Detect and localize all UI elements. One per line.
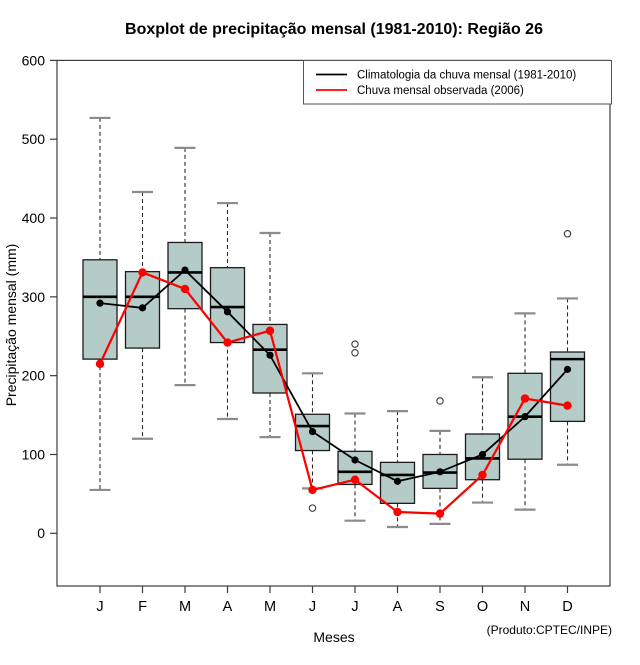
climatology-point — [394, 478, 401, 485]
x-tick-label: N — [519, 599, 531, 615]
x-tick-label: M — [263, 599, 277, 615]
y-tick-label: 400 — [21, 209, 45, 226]
y-axis-label: Precipitação mensal (mm) — [3, 243, 19, 407]
climatology-point — [521, 413, 528, 420]
observed-point — [563, 401, 571, 409]
observed-point — [478, 471, 486, 479]
observed-point — [436, 509, 444, 517]
observed-point — [266, 327, 274, 335]
box — [83, 260, 117, 359]
x-tick-label: A — [392, 599, 403, 615]
x-tick-label: J — [96, 599, 104, 615]
y-tick-label: 0 — [37, 525, 45, 542]
observed-point — [393, 508, 401, 516]
observed-point — [351, 476, 359, 484]
x-tick-label: A — [222, 599, 233, 615]
x-tick-label: D — [562, 599, 573, 615]
x-axis-label: Meses — [313, 629, 355, 645]
outlier-point — [564, 231, 570, 237]
x-tick-label: F — [138, 599, 147, 615]
climatology-point — [266, 352, 273, 359]
legend-label-observed: Chuva mensal observada (2006) — [357, 85, 524, 97]
x-tick-label: O — [476, 599, 489, 615]
y-tick-label: 200 — [21, 367, 45, 384]
y-tick-label: 600 — [21, 52, 45, 69]
y-tick-label: 300 — [21, 288, 45, 305]
x-tick-label: J — [351, 599, 359, 615]
outlier-point — [437, 398, 443, 404]
observed-point — [96, 360, 104, 368]
climatology-point — [224, 308, 231, 315]
climatology-point — [479, 451, 486, 458]
climatology-point — [436, 468, 443, 475]
climatology-point — [351, 456, 358, 463]
observed-point — [308, 486, 316, 494]
observed-point — [138, 268, 146, 276]
x-tick-label: S — [435, 599, 445, 615]
x-tick-label: J — [308, 599, 317, 615]
climatology-point — [564, 366, 571, 373]
box — [211, 268, 245, 343]
observed-point — [181, 285, 189, 293]
legend-label-climatology: Climatologia da chuva mensal (1981-2010) — [357, 69, 577, 82]
observed-point — [521, 394, 529, 402]
source-note: (Produto:CPTEC/INPE) — [486, 623, 612, 637]
x-tick-label: M — [178, 599, 192, 615]
chart-title: Boxplot de precipitação mensal (1981-2010): Região 26 — [125, 21, 543, 38]
outlier-point — [352, 341, 358, 347]
box — [168, 242, 202, 308]
climatology-point — [309, 428, 316, 435]
box — [551, 352, 585, 421]
climatology-point — [139, 304, 146, 311]
plot-area — [22, 52, 585, 615]
outlier-point — [309, 505, 315, 511]
climatology-point — [181, 266, 188, 273]
outlier-point — [352, 350, 358, 356]
climatology-point — [96, 300, 103, 307]
observed-point — [223, 338, 231, 346]
legend — [304, 61, 612, 105]
y-tick-label: 500 — [21, 131, 45, 148]
legend-box — [304, 61, 612, 105]
y-tick-label: 100 — [21, 446, 45, 463]
